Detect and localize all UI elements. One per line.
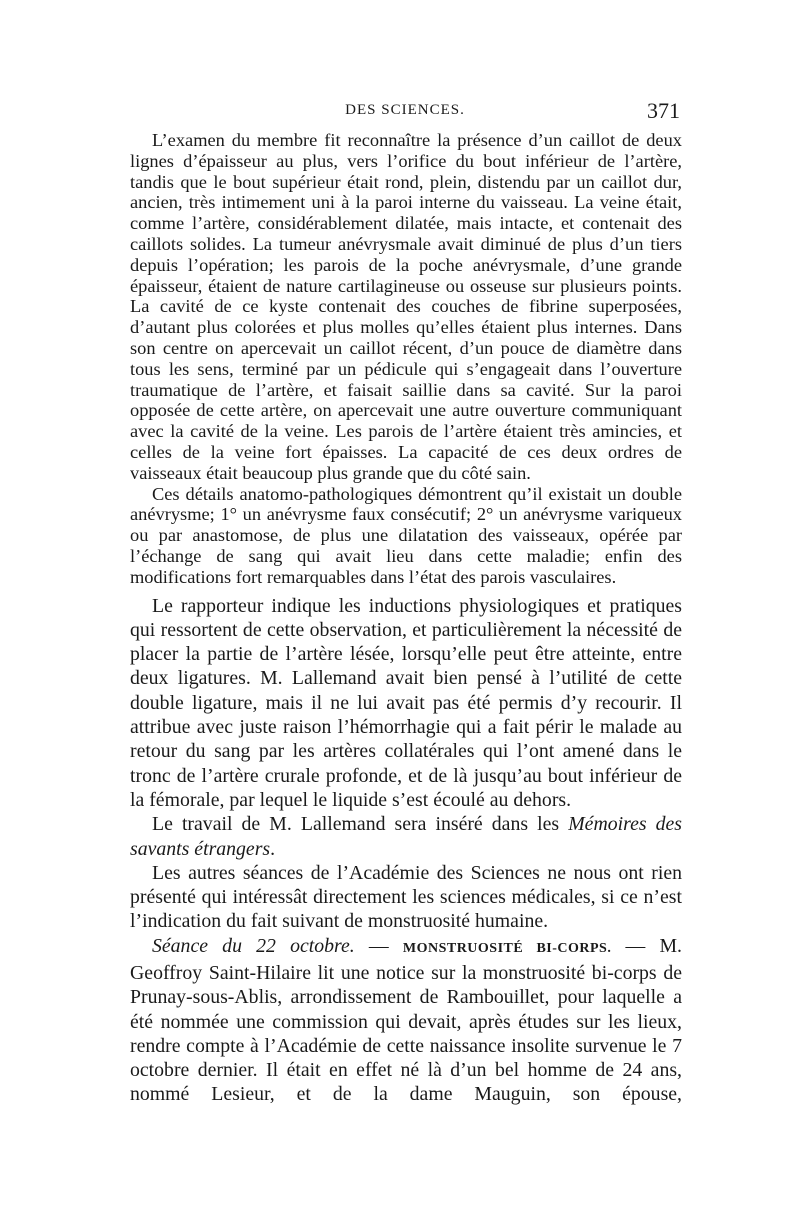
- paragraph-autres-seances: Les autres séances de l’Académie des Sciences ne nous ont rien présenté qui intéressât directement les sciences médicales, si ce n’est l’indication du fait suivant de monstruosité humaine.: [130, 861, 682, 933]
- small-print-section: [130, 130, 682, 588]
- paragraph-details: Ces détails anatomo-pathologiques démontrent qu’il existait un double anévrysme; 1° un anévrysme faux consécutif; 2° un anévrysme variqueux ou par anastomose, de plus une dilatation des vaisseaux, opérée par l’échange de sang qui avait lieu dans cette maladie; enfin des modifications fort remarquables dans l’état des parois vasculaires.: [130, 483, 682, 587]
- paragraph-autopsy: L’examen du membre fit reconnaître la présence d’un caillot de deux lignes d’épaisseur au plus, vers l’orifice du bout inférieur de l’artère, tandis que le bout supérieur était rond, plein, distendu par un caillot dur, ancien, très intimement uni à la paroi interne du vaisseau. La veine était, comme l’artère, considérablement dilatée, mais intacte, et contenait des caillots solides. La tumeur anévrysmale avait diminué de plus d’un tiers depuis l’opération; les parois de la poche anévrysmale, d’une grande épaisseur, étaient de nature cartilagineuse ou osseuse sur plusieurs points. La cavité de ce kyste contenait des couches de fibrine superposées, d’autant plus colorées et plus molles qu’elles étaient plus internes. Dans son centre on apercevait un caillot récent, d’un pouce de diamètre dans tous les sens, terminé par un pédicule qui s’engageait dans l’ouverture traumatique de l’artère, et faisait saillie dans sa cavité. Sur la paroi opposée de cette artère, on apercevait une autre ouverture communiquant avec la cavité de la veine. Les parois de l’artère étaient très amincies, et celles de la veine fort épaisses. La capacité de ces deux ordres de vaisseaux était beaucoup plus grande que du côté sain.: [130, 130, 682, 483]
- paragraph-rapporteur: Le rapporteur indique les inductions physiologiques et pratiques qui ressortent de cette observation, et particulièrement la nécessité de placer la partie de l’artère lésée, lorsqu’elle peut être atteinte, entre deux ligatures. M. Lallemand avait bien pensé à l’utilité de cette double ligature, mais il ne lui avait pas été permis d’y recourir. Il attribue avec juste raison l’hémorrhagie qui a fait périr le malade au retour du sang par les artères collatérales qui l’ont amené dans le tronc de l’artère crurale profonde, et de là jusqu’au bout inférieur de la fémorale, par lequel le liquide s’est écoulé au dehors.: [130, 594, 682, 811]
- paragraph-seance: [130, 934, 682, 1107]
- large-print-section: [130, 594, 682, 1107]
- seance-heading: MONSTRUOSITÉ BI-CORPS.: [402, 940, 612, 956]
- seance-date: Séance du 22 octobre.: [152, 934, 355, 957]
- memoires-text-start: Le travail de M. Lallemand sera inséré dans les: [152, 813, 569, 836]
- text-block: [130, 130, 682, 1107]
- paragraph-memoires: [130, 812, 682, 861]
- seance-text: — M. Geoffroy Saint-Hilaire lit une notice sur la monstruosité bi-corps de Prunay-sous-Ablis, arrondissement de Rambouillet, pour laquelle a été nommée une commission qui devait, après études sur les lieux, rendre compte à l’Académie de cette naissance insolite survenue le 7 octobre dernier. Il était en effet né là d’un bel homme de 24 ans, nommé Lesieur, et de la dame Mauguin, son épouse,: [130, 934, 682, 1106]
- running-head: [130, 98, 680, 128]
- seance-dash: —: [354, 934, 403, 957]
- page-number: 371: [647, 98, 680, 123]
- memoires-text-end: .: [270, 837, 276, 860]
- memoires-title: Mémoires des savants étrangers: [130, 813, 683, 860]
- running-title: DES SCIENCES.: [345, 102, 465, 118]
